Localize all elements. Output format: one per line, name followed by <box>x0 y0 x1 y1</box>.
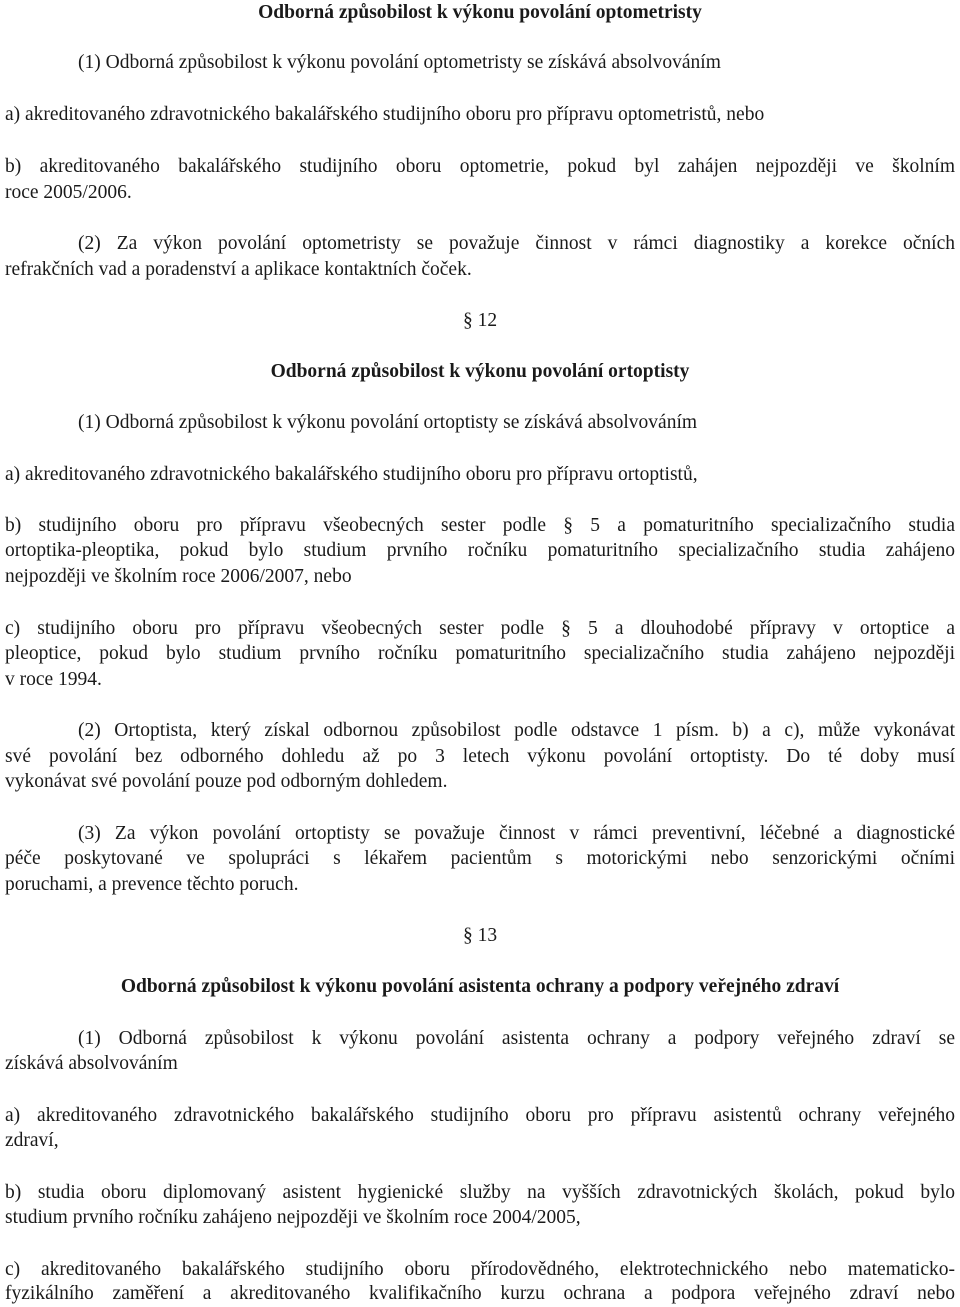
paragraph-orthoptist-2-line2: své povolání bez odborného dohledu až po 3 letech výkonu povolání ortoptisty. Do té doby musí <box>5 746 955 767</box>
item-optometrist-b-line1: b) akreditovaného bakalářského studijního oboru optometrie, pokud byl zahájen nejpozději ve školním <box>5 156 955 177</box>
heading-optometrist: Odborná způsobilost k výkonu povolání optometristy <box>258 2 702 23</box>
item-public-health-a-line2: zdraví, <box>5 1130 59 1151</box>
item-orthoptist-b-line1: b) studijního oboru pro přípravu všeobecných sester podle § 5 a pomaturitního specializačního studia <box>5 515 955 536</box>
item-optometrist-b-line2: roce 2005/2006. <box>5 182 132 203</box>
item-orthoptist-a: a) akreditovaného zdravotnického bakalářského studijního oboru pro přípravu ortoptistů, <box>5 464 698 485</box>
item-public-health-a-line1: a) akreditovaného zdravotnického bakalářského studijního oboru pro přípravu asistentů ochrany veřejného <box>5 1105 955 1126</box>
paragraph-public-health-1-line2: získává absolvováním <box>5 1053 178 1074</box>
paragraph-orthoptist-3-line2: péče poskytované ve spolupráci s lékařem pacientům s motorickými nebo senzorickými očními <box>5 848 955 869</box>
paragraph-orthoptist-2-line3: vykonávat své povolání pouze pod odborným dohledem. <box>5 771 448 792</box>
paragraph-orthoptist-3-line3: poruchami, a prevence těchto poruch. <box>5 874 299 895</box>
item-orthoptist-c-line1: c) studijního oboru pro přípravu všeobecných sester podle § 5 a dlouhodobé přípravy v ortoptice a <box>5 618 955 639</box>
paragraph-public-health-1-line1: (1) Odborná způsobilost k výkonu povolání asistenta ochrany a podpory veřejného zdraví se <box>78 1028 955 1049</box>
section-number-12: § 12 <box>462 310 498 331</box>
paragraph-optometrist-1: (1) Odborná způsobilost k výkonu povolání optometristy se získává absolvováním <box>78 52 721 73</box>
heading-public-health-assistant: Odborná způsobilost k výkonu povolání asistenta ochrany a podpory veřejného zdraví <box>120 976 840 997</box>
item-orthoptist-b-line3: nejpozději ve školním roce 2006/2007, nebo <box>5 566 352 587</box>
paragraph-orthoptist-1: (1) Odborná způsobilost k výkonu povolání ortoptisty se získává absolvováním <box>78 412 698 433</box>
paragraph-optometrist-2-line1: (2) Za výkon povolání optometristy se považuje činnost v rámci diagnostiky a korekce očních <box>78 233 955 254</box>
item-public-health-c-line2: fyzikálního zaměření a akreditovaného kvalifikačního kurzu ochrana a podpora veřejného zdraví nebo <box>5 1283 955 1304</box>
item-orthoptist-c-line3: v roce 1994. <box>5 669 102 690</box>
item-public-health-c-line1: c) akreditovaného bakalářského studijního oboru přírodovědného, elektrotechnického nebo matematicko- <box>5 1259 955 1280</box>
paragraph-orthoptist-3-line1: (3) Za výkon povolání ortoptisty se považuje činnost v rámci preventivní, léčebné a diagnostické <box>78 823 955 844</box>
item-public-health-b-line2: studium prvního ročníku zahájeno nejpozději ve školním roce 2004/2005, <box>5 1207 581 1228</box>
paragraph-orthoptist-2-line1: (2) Ortoptista, který získal odbornou způsobilost podle odstavce 1 písm. b) a c), může vykonávat <box>78 720 955 741</box>
section-number-13: § 13 <box>462 925 498 946</box>
item-orthoptist-c-line2: pleoptice, pokud bylo studium prvního ročníku pomaturitního specializačního studia zahájeno nejpozději <box>5 643 955 664</box>
item-public-health-b-line1: b) studia oboru diplomovaný asistent hygienické služby na vyšších zdravotnických školách, pokud bylo <box>5 1182 955 1203</box>
item-optometrist-a: a) akreditovaného zdravotnického bakalářského studijního oboru pro přípravu optometristů, nebo <box>5 104 765 125</box>
heading-orthoptist: Odborná způsobilost k výkonu povolání ortoptisty <box>270 361 690 382</box>
paragraph-optometrist-2-line2: refrakčních vad a poradenství a aplikace kontaktních čoček. <box>5 259 472 280</box>
item-orthoptist-b-line2: ortoptika-pleoptika, pokud bylo studium prvního ročníku pomaturitního specializačního studia zahájeno <box>5 540 955 561</box>
